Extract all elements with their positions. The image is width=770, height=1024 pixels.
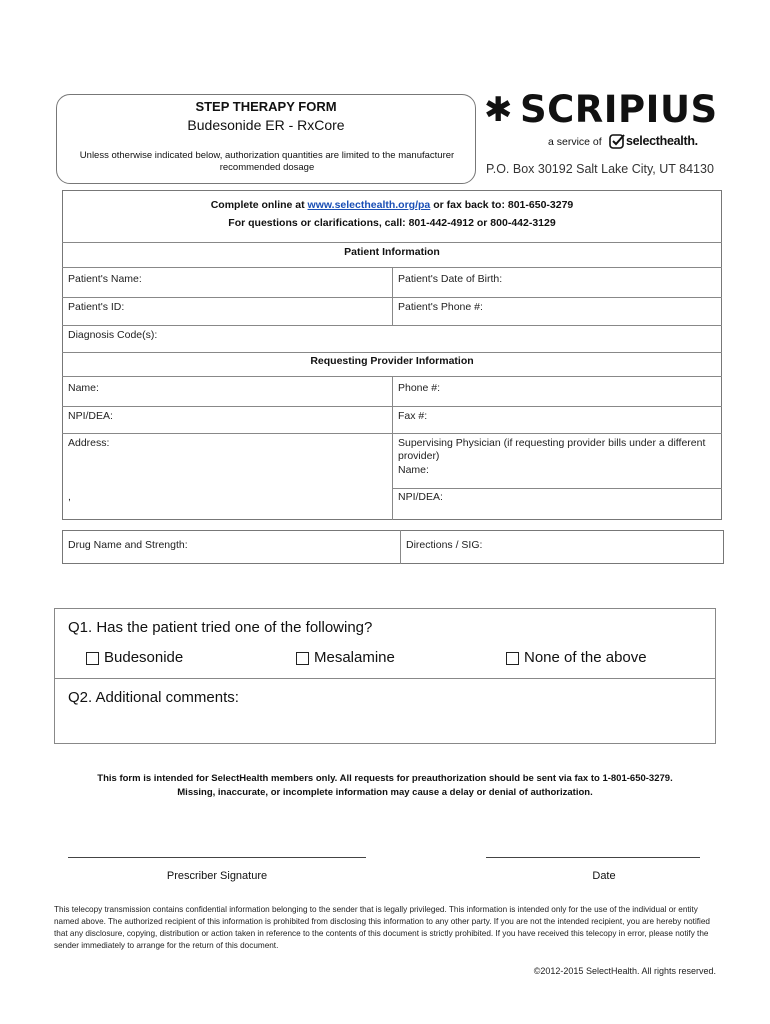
divider <box>62 352 722 353</box>
diagnosis-code-field[interactable]: Diagnosis Code(s): <box>68 329 158 341</box>
form-subtitle: Budesonide ER - RxCore <box>187 117 345 133</box>
provider-address-field[interactable]: Address: <box>68 437 110 449</box>
contact-line-1 <box>62 199 722 211</box>
none-of-above-label: None of the above <box>524 649 647 666</box>
provider-section-title: Requesting Provider Information <box>310 355 474 367</box>
contact-prefix: Complete online at <box>210 199 308 211</box>
supervising-physician-label: Supervising Physician (if requesting provider bills under a different provider) <box>398 437 706 462</box>
dosage-note: Unless otherwise indicated below, authorization quantities are limited to the manufacturer recommended dosage <box>79 150 455 173</box>
provider-fax-field[interactable]: Fax #: <box>398 410 428 422</box>
contact-line-2: For questions or clarifications, call: 801-442-4912 or 800-442-3129 <box>228 217 556 229</box>
members-notice <box>54 772 716 800</box>
patient-dob-field[interactable]: Patient's Date of Birth: <box>398 273 503 285</box>
divider <box>400 530 401 564</box>
service-of-label: a service of <box>548 136 602 148</box>
copyright: ©2012-2015 SelectHealth. All rights reserved. <box>533 966 716 976</box>
prescriber-signature-label: Prescriber Signature <box>166 870 268 882</box>
directions-field[interactable]: Directions / SIG: <box>406 539 483 551</box>
scripius-logo-icon: ✱ <box>484 90 513 130</box>
question-2[interactable]: Q2. Additional comments: <box>68 689 239 706</box>
divider <box>392 488 722 489</box>
budesonide-label: Budesonide <box>104 649 184 666</box>
divider <box>62 325 722 326</box>
confidentiality-disclaimer: This telecopy transmission contains confidential information belonging to the sender that is legally privileged. This information is intended only for the use of the individual or entity named above. The authorized recipient of this information is prohibited from disclosing this information to any other party. If you are not the intended recipient, you are hereby notified that any disclosure, copying, distribution or action taken in reference to the contents of this document is strictly prohibited. If you have received this telecopy in error, please notify the sender immediately to arrange for the return of this document. <box>54 905 710 950</box>
selecthealth-pa-link[interactable]: www.selecthealth.org/pa <box>307 199 431 211</box>
notice-line-1: This form is intended for SelectHealth members only. All requests for preauthorization should be sent via fax to 1-801-650-3279. <box>97 773 673 784</box>
selecthealth-name: selecthealth. <box>626 134 698 148</box>
drug-name-field[interactable]: Drug Name and Strength: <box>68 539 188 551</box>
provider-name-field[interactable]: Name: <box>68 382 99 394</box>
date-line[interactable] <box>486 857 700 858</box>
contact-suffix: or fax back to: 801-650-3279 <box>430 199 574 211</box>
po-box-address: P.O. Box 30192 Salt Lake City, UT 84130 <box>486 162 714 176</box>
budesonide-checkbox[interactable] <box>86 652 99 665</box>
address-comma: , <box>68 491 71 503</box>
form-title: STEP THERAPY FORM <box>195 99 337 114</box>
mesalamine-label: Mesalamine <box>314 649 395 666</box>
divider <box>62 242 722 243</box>
question-1: Q1. Has the patient tried one of the following? <box>68 619 373 636</box>
date-label: Date <box>592 870 616 882</box>
selecthealth-check-icon <box>608 132 626 150</box>
patient-id-field[interactable]: Patient's ID: <box>68 301 125 313</box>
divider <box>392 267 393 325</box>
notice-line-2: Missing, inaccurate, or incomplete information may cause a delay or denial of authorization. <box>177 787 593 798</box>
prescriber-signature-line[interactable] <box>68 857 366 858</box>
provider-phone-field[interactable]: Phone #: <box>398 382 441 394</box>
supervising-name-field[interactable]: Name: <box>398 464 429 476</box>
patient-phone-field[interactable]: Patient's Phone #: <box>398 301 483 313</box>
divider <box>392 376 393 520</box>
none-of-above-checkbox[interactable] <box>506 652 519 665</box>
patient-section-title: Patient Information <box>344 246 440 258</box>
divider <box>54 678 716 679</box>
patient-name-field[interactable]: Patient's Name: <box>68 273 142 285</box>
mesalamine-checkbox[interactable] <box>296 652 309 665</box>
supervising-npi-field[interactable]: NPI/DEA: <box>398 491 443 503</box>
provider-npi-field[interactable]: NPI/DEA: <box>68 410 113 422</box>
scripius-logo-text: SCRIPIUS <box>520 88 718 131</box>
